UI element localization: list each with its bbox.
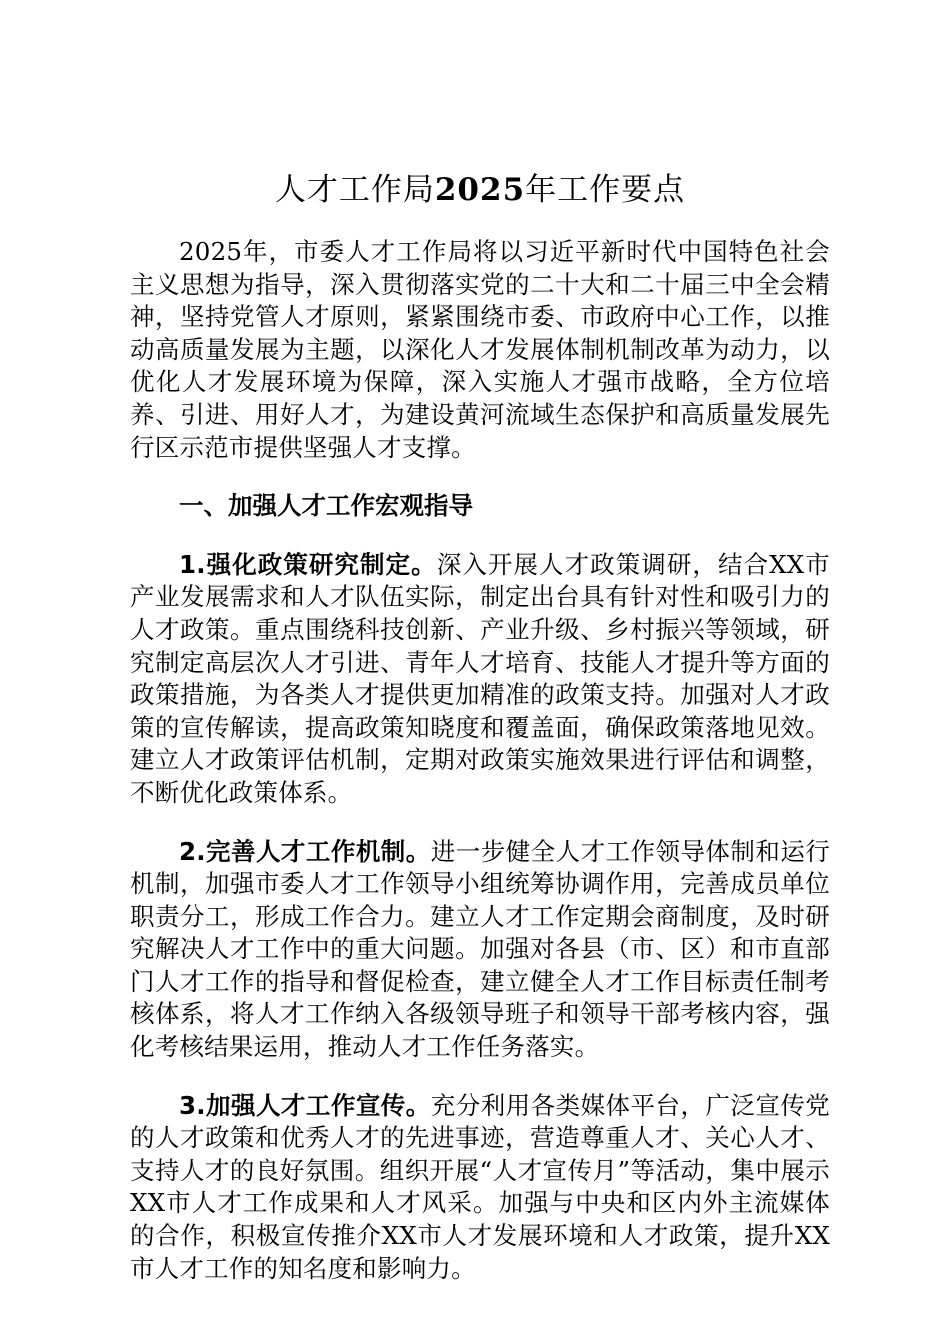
title-suffix: 年工作要点 [525,172,686,208]
item-heading-3: 3.加强人才工作宣传。 [179,1090,431,1120]
item-paragraph-3 [130,1090,830,1286]
item-heading-1: 1.强化政策研究制定。 [179,549,437,579]
item-paragraph-1 [130,549,830,810]
title-year: 2025 [434,172,526,208]
document-page [130,168,830,1311]
title-prefix: 人才工作局 [274,172,435,208]
item-heading-2: 2.完善人才工作机制。 [179,836,431,866]
section-heading: 一、加强人才工作宏观指导 [179,491,473,521]
item-body-1: 深入开展人才政策调研，结合XX市产业发展需求和人才队伍实际，制定出台具有针对性和吸引力的人才政策。重点围绕科技创新、产业升级、乡村振兴等领域，研究制定高层次人才引进、青年人才培育、技能人才提升等方面的政策措施，为各类人才提供更加精准的政策支持。加强对人才政策的宣传解读，提高政策知晓度和覆盖面，确保政策落地见效。建立人才政策评估机制，定期对政策实施效果进行评估和调整，不断优化政策体系。 [130,549,830,807]
document-title [130,168,830,212]
item-body-2: 进一步健全人才工作领导体制和运行机制，加强市委人才工作领导小组统筹协调作用，完善成员单位职责分工，形成工作合力。建立人才工作定期会商制度，及时研究解决人才工作中的重大问题。加强对各县（市、区）和市直部门人才工作的指导和督促检查，建立健全人才工作目标责任制考核体系，将人才工作纳入各级领导班子和领导干部考核内容，强化考核结果运用，推动人才工作任务落实。 [130,836,830,1062]
item-body-3: 充分利用各类媒体平台，广泛宣传党的人才政策和优秀人才的先进事迹，营造尊重人才、关心人才、支持人才的良好氛围。组织开展“人才宣传月”等活动，集中展示XX市人才工作成果和人才风采。加强与中央和区内外主流媒体的合作，积极宣传推介XX市人才发展环境和人才政策，提升XX市人才工作的知名度和影响力。 [130,1090,830,1283]
item-paragraph-2 [130,836,830,1064]
intro-paragraph: 2025年，市委人才工作局将以习近平新时代中国特色社会主义思想为指导，深入贯彻落实党的二十大和二十届三中全会精神，坚持党管人才原则，紧紧围绕市委、市政府中心工作，以推动高质量发展为主题，以深化人才发展体制机制改革为动力，以优化人才发展环境为保障，深入实施人才强市战略，全方位培养、引进、用好人才，为建设黄河流域生态保护和高质量发展先行区示范市提供坚强人才支撑。 [130,237,830,462]
